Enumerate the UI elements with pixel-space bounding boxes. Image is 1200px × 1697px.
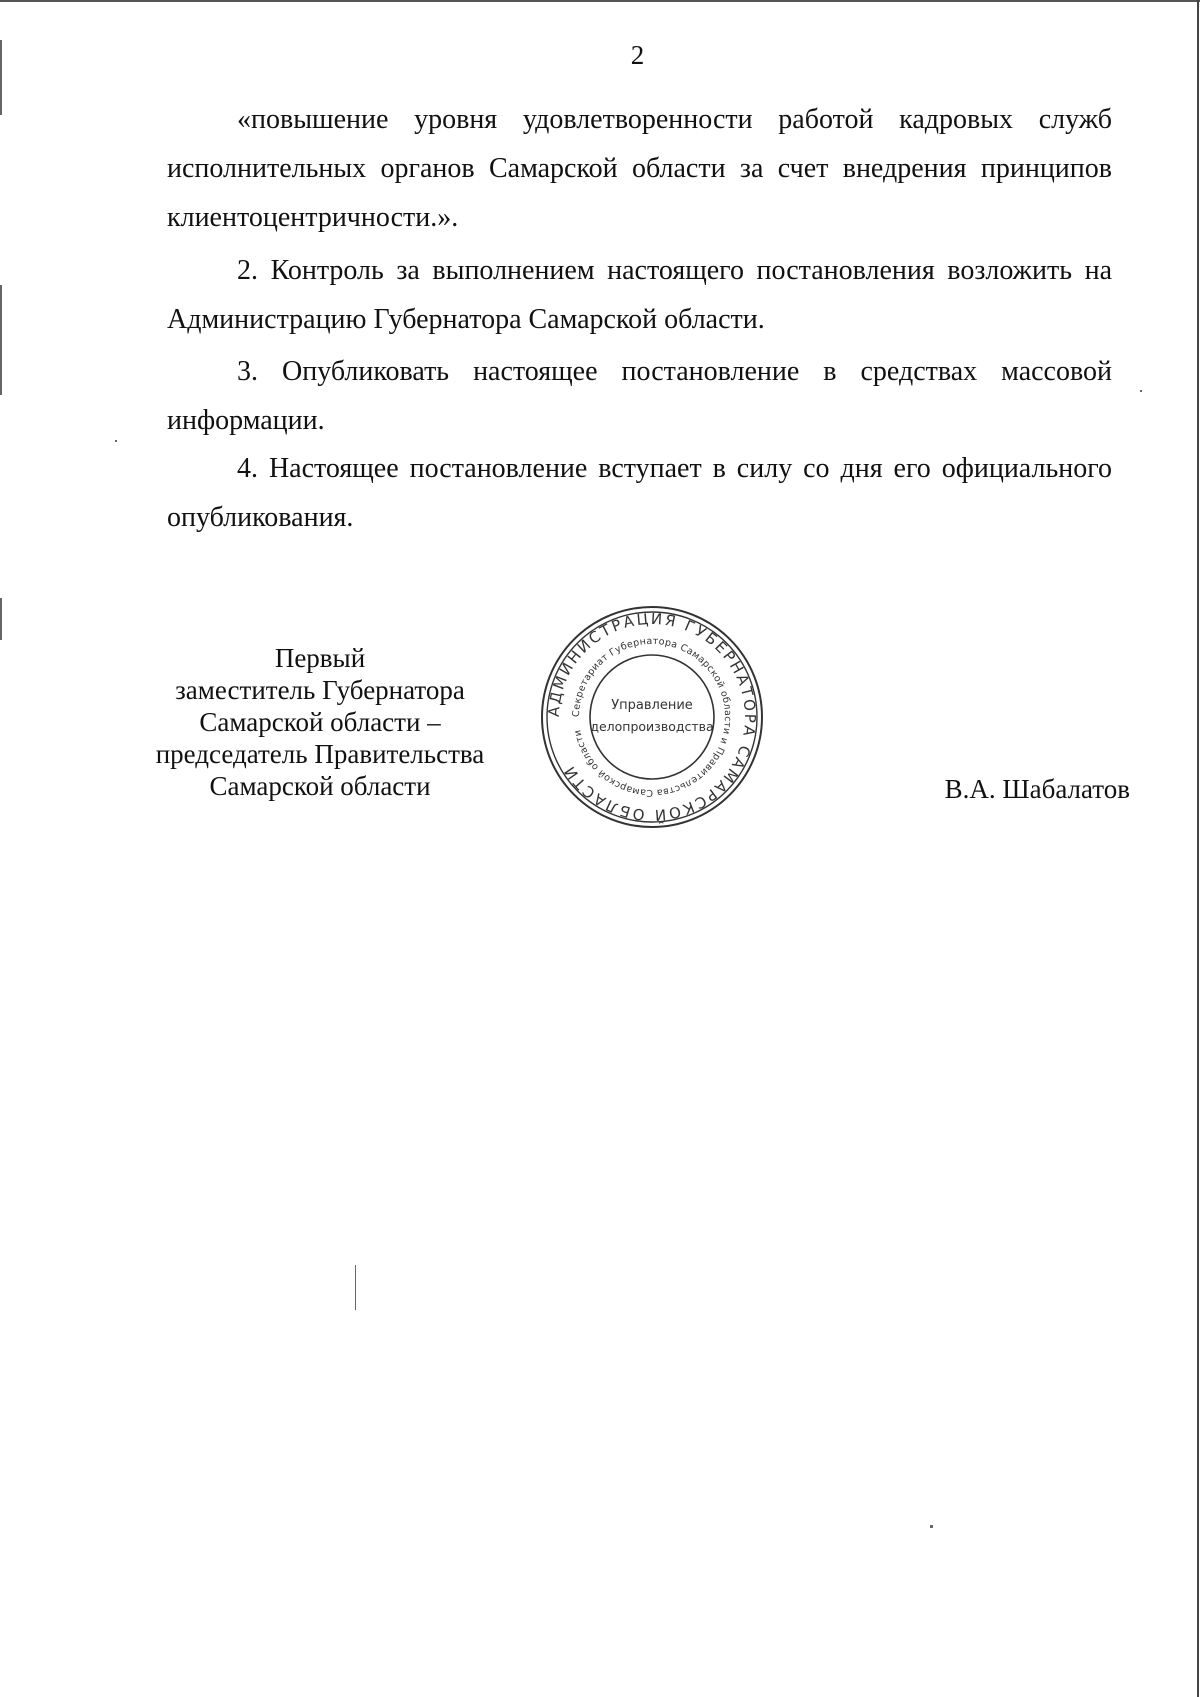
scan-mark bbox=[1140, 390, 1142, 392]
official-stamp bbox=[536, 603, 768, 831]
stamp-graphic bbox=[536, 603, 768, 831]
scan-mark bbox=[0, 598, 2, 640]
position-line: Первый bbox=[274, 643, 366, 673]
page-number: 2 bbox=[630, 40, 645, 70]
position-line: Самарской области bbox=[209, 771, 431, 801]
text-line: информации. bbox=[167, 405, 325, 436]
paragraph-2 bbox=[167, 246, 1112, 344]
position-line: председатель Правительства bbox=[155, 739, 485, 769]
scan-mark bbox=[115, 440, 117, 442]
text-line: Администрацию Губернатора Самарской области. bbox=[167, 304, 765, 335]
paragraph-3 bbox=[167, 347, 1112, 445]
stamp-center-line: делопроизводства bbox=[590, 719, 714, 734]
text-line: исполнительных органов Самарской области за счет внедрения принципов bbox=[167, 153, 1112, 184]
position-line: Самарской области – bbox=[199, 707, 441, 737]
paragraph-continuation bbox=[167, 95, 1112, 242]
text-line: «повышение уровня удовлетворенности работой кадровых служб bbox=[237, 104, 1112, 135]
scan-mark bbox=[355, 1265, 356, 1310]
text-line: 4. Настоящее постановление вступает в силу со дня его официального bbox=[237, 453, 1112, 484]
text-line: 3. Опубликовать настоящее постановление в средствах массовой bbox=[237, 356, 1112, 387]
scan-edge-right bbox=[1197, 0, 1199, 1697]
text-line: 2. Контроль за выполнением настоящего постановления возложить на bbox=[237, 255, 1112, 286]
signer-name: В.А. Шабалатов bbox=[944, 774, 1130, 804]
text-line: опубликования. bbox=[167, 502, 354, 533]
stamp-outer-text: АДМИНИСТРАЦИЯ ГУБЕРНАТОРА САМАРСКОЙ ОБЛАСТИ bbox=[544, 609, 760, 825]
signatory-position bbox=[140, 642, 500, 802]
stamp-inner-text: Секретариат Губернатора Самарской области и Правительства Самарской области bbox=[570, 635, 734, 799]
scan-edge-top bbox=[0, 0, 1200, 2]
text-line: клиентоцентричности.». bbox=[167, 202, 459, 233]
scan-mark bbox=[930, 1525, 933, 1528]
paragraph-4 bbox=[167, 444, 1112, 542]
stamp-center-line: Управление bbox=[611, 698, 693, 713]
scan-mark bbox=[0, 285, 2, 395]
position-line: заместитель Губернатора bbox=[175, 675, 465, 705]
